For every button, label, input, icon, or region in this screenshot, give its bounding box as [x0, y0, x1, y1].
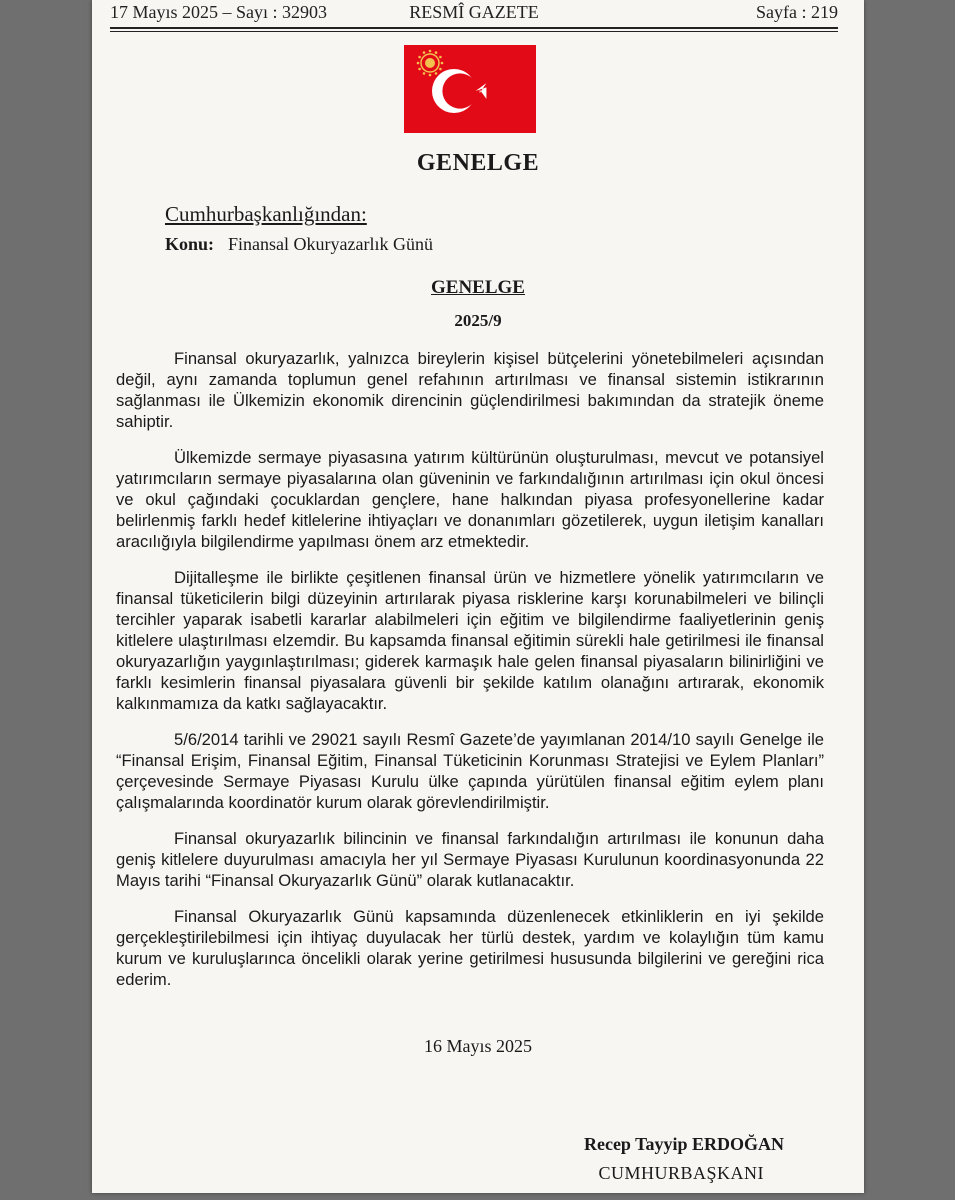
gazette-name: RESMÎ GAZETE [409, 2, 539, 22]
page-number: Sayfa : 219 [756, 2, 838, 22]
gazette-page [92, 0, 864, 1193]
paragraph: Ülkemizde sermaye piyasasına yatırım kültürünün oluşturulması, mevcut ve potansiyel yatırımcıların sermaye piyasalarına olan güveninin ve farkındalığının artırılması için okul öncesi ve okul çağındaki çocuklardan gençlere, hane halkından piyasa profesyonellerine kadar belirlenmiş farklı hedef kitlelerine ihtiyaçları ve donanımları gözetilerek, uygun iletişim kanalları aracılığıyla bilgilendirme yapılması önem arz etmektedir. [116, 448, 824, 551]
paragraph: Finansal Okuryazarlık Günü kapsamında düzenlenecek etkinliklerin en iyi şekilde gerçekleştirilebilmesi için ihtiyaç duyulacak her türlü destek, yardım ve kolaylığın tüm kamu kurum ve kuruluşlarınca öncelikli olarak yerine getirilmesi hususunda bilgilerini ve gereğini rica ederim. [116, 907, 824, 989]
document-title: GENELGE [416, 150, 540, 176]
crescent-inner [442, 73, 477, 108]
document-date: 16 Mayıs 2025 [424, 1036, 532, 1056]
header-rule-thin [110, 31, 838, 32]
paragraph: Finansal okuryazarlık bilincinin ve finansal farkındalığın artırılması ile konunun daha geniş kitlelere duyurulması amacıyla her yıl Sermaye Piyasası Kurulunun koordinasyonunda 22 Mayıs tarihi “Finansal Okuryazarlık Günü” olarak kutlanacaktır. [116, 829, 824, 890]
circular-number: 2025/9 [454, 311, 502, 330]
circular-body [116, 348, 824, 1005]
subject-label: Konu: [165, 234, 215, 254]
issue-info: 17 Mayıs 2025 – Sayı : 32903 [110, 2, 328, 22]
paragraph: 5/6/2014 tarihli ve 29021 sayılı Resmî Gazete’de yayımlanan 2014/10 sayılı Genelge ile “Finansal Erişim, Finansal Eğitim, Finansal Tüketicinin Korunması Stratejisi ve Eylem Planları” çerçevesinde Sermaye Piyasası Kurulu ülke çapında yürütülen finansal eğitim eylem planı çalışmalarında koordinatör kurum olarak görevlendirilmiştir. [116, 730, 824, 812]
subject-line [165, 234, 433, 255]
turkish-flag-seal-icon [404, 45, 536, 133]
issuing-authority: Cumhurbaşkanlığından: [165, 202, 367, 226]
subject-value: Finansal Okuryazarlık Günü [228, 234, 433, 254]
header-rule-thick [110, 27, 838, 29]
signer-title: CUMHURBAŞKANI [598, 1163, 764, 1183]
page-header [110, 2, 838, 24]
signer-name: Recep Tayyip ERDOĞAN [583, 1134, 784, 1154]
paragraph: Dijitalleşme ile birlikte çeşitlenen finansal ürün ve hizmetlere yönelik yatırımcıların ve finansal tüketicilerin bilgi düzeyinin artırılarak piyasa risklerine karşı korunabilmeleri ve bilinçli tercihler yaparak isabetli kararlar alabilmeleri için eğitim ve bilgilendirme faaliyetlerinin geniş kitlelere ulaştırılması elzemdir. Bu kapsamda finansal eğitimin sürekli hale getirilmesi ile finansal okuryazarlığın yaygınlaştırılması; giderek karmaşık hale gelen finansal piyasaların bilinirliğini ve farklı kesimlerin finansal piyasalara güvenli bir şekilde katılım olanağını artırarak, ekonomik kalkınmamıza da katkı sağlayacaktır. [116, 568, 824, 713]
paragraph: Finansal okuryazarlık, yalnızca bireylerin kişisel bütçelerini yönetebilmeleri açısından değil, aynı zamanda toplumun genel refahının artırılması ve finansal sistemin istikrarının sağlanması ile Ülkemizin ekonomik direncinin güçlendirilmesi bakımından da stratejik öneme sahiptir. [116, 349, 824, 431]
circular-title: GENELGE [431, 277, 525, 298]
